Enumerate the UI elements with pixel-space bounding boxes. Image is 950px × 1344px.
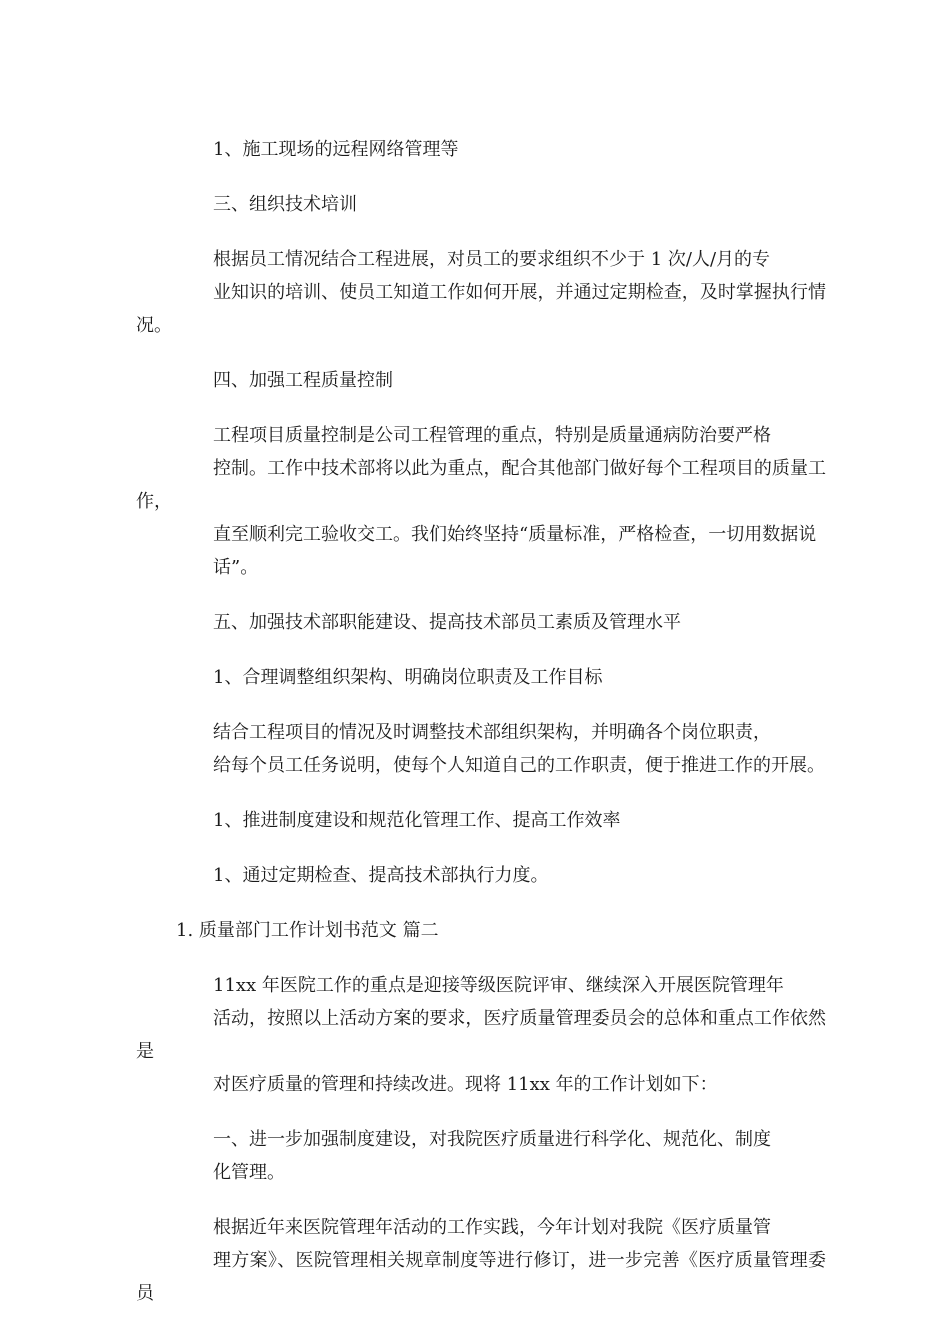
- text-line: 理方案》、医院管理相关规章制度等进行修订，进一步完善《医疗质量管理委员: [136, 1250, 826, 1304]
- text-line: 1. 质量部门工作计划书范文 篇二: [176, 920, 439, 941]
- paragraph: [136, 859, 826, 892]
- paragraph: [136, 419, 826, 584]
- text-line: 化管理。: [213, 1162, 285, 1183]
- text-line: 四、加强工程质量控制: [213, 370, 393, 391]
- paragraph: [136, 188, 826, 221]
- text-line: 活动，按照以上活动方案的要求，医疗质量管理委员会的总体和重点工作依然是: [136, 1008, 826, 1062]
- text-line: 对医疗质量的管理和持续改进。现将 11xx 年的工作计划如下：: [213, 1074, 718, 1095]
- paragraph: [136, 661, 826, 694]
- paragraph: [136, 243, 826, 342]
- text-line: 话”。: [213, 557, 259, 578]
- text-line: 一、进一步加强制度建设，对我院医疗质量进行科学化、规范化、制度: [213, 1129, 771, 1150]
- paragraph: [136, 364, 826, 397]
- text-line: 控制。工作中技术部将以此为重点，配合其他部门做好每个工程项目的质量工作，: [136, 458, 826, 512]
- text-line: 根据近年来医院管理年活动的工作实践，今年计划对我院《医疗质量管: [213, 1217, 771, 1238]
- text-line: 结合工程项目的情况及时调整技术部组织架构，并明确各个岗位职责，: [213, 722, 771, 743]
- paragraph: [136, 133, 826, 166]
- paragraph: [136, 1211, 826, 1310]
- text-line: 根据员工情况结合工程进展，对员工的要求组织不少于 1 次/人/月的专: [213, 249, 771, 270]
- text-line: 直至顺利完工验收交工。我们始终坚持“质量标准，严格检查，一切用数据说: [213, 524, 817, 545]
- text-line: 给每个员工任务说明，使每个人知道自己的工作职责，便于推进工作的开展。: [213, 755, 825, 776]
- section-heading: [136, 914, 826, 947]
- text-line: 11xx 年医院工作的重点是迎接等级医院评审、继续深入开展医院管理年: [213, 975, 784, 996]
- text-line: 1、施工现场的远程网络管理等: [213, 139, 459, 160]
- text-line: 业知识的培训、使员工知道工作如何开展，并通过定期检查，及时掌握执行情况。: [136, 282, 826, 336]
- text-line: 1、通过定期检查、提高技术部执行力度。: [213, 865, 549, 886]
- paragraph: [136, 969, 826, 1101]
- paragraph: [136, 1123, 826, 1189]
- text-line: 1、推进制度建设和规范化管理工作、提高工作效率: [213, 810, 621, 831]
- text-line: 三、组织技术培训: [213, 194, 357, 215]
- paragraph: [136, 716, 826, 782]
- text-line: 工程项目质量控制是公司工程管理的重点，特别是质量通病防治要严格: [213, 425, 771, 446]
- paragraph: [136, 804, 826, 837]
- text-line: 1、合理调整组织架构、明确岗位职责及工作目标: [213, 667, 603, 688]
- paragraph: [136, 606, 826, 639]
- text-line: 五、加强技术部职能建设、提高技术部员工素质及管理水平: [213, 612, 681, 633]
- document-body: [136, 133, 826, 1332]
